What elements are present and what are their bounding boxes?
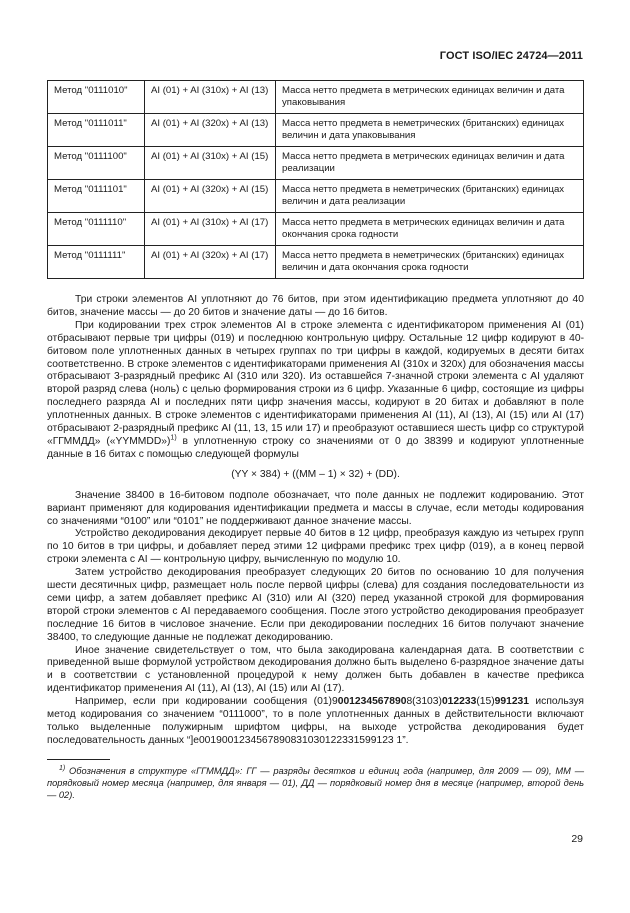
paragraph: Устройство декодирования декодирует первые 40 битов в 12 цифр, преобразуя каждую из четырех групп по 10 битов в три цифры, и добавляет перед этими 12 цифрами префикс трех цифр (019), а в конец первой строки элемента с AI — контрольную цифру, вычисленную по модулю 10. <box>47 528 584 566</box>
ai-cell: AI (01) + AI (310x) + AI (15) <box>145 147 276 180</box>
description-cell: Масса нетто предмета в метрических единицах величин и дата реализации <box>276 147 584 180</box>
ai-cell: AI (01) + AI (310x) + AI (13) <box>145 81 276 114</box>
description-cell: Масса нетто предмета в неметрических (британских) единицах величин и дата реализации <box>276 180 584 213</box>
description-cell: Масса нетто предмета в метрических единицах величин и дата окончания срока годности <box>276 213 584 246</box>
method-cell: Метод "0111101" <box>48 180 145 213</box>
method-cell: Метод "0111111" <box>48 246 145 279</box>
footnote-divider <box>47 759 110 760</box>
method-cell: Метод "0111110" <box>48 213 145 246</box>
page-number: 29 <box>571 833 583 845</box>
paragraph: Значение 38400 в 16-битовом подполе обозначает, что поле данных не подлежит кодированию. Этот вариант применяют для кодирования идентификации предмета и массы в случае, если методы кодирования со значениями “0100” или “0101” не поддерживают данное значение массы. <box>47 489 584 527</box>
footnote: $^{1)}$ Обозначения в структуре «ГГММДД»: ГГ — разряды десятков и единиц года (например, для 2009 — 09), ММ — порядковый номер месяца (например, для января — 01), ДД — порядковый номер дня в месяце (например, второй день — 02). <box>47 764 584 800</box>
formula: (YY × 384) + ((MM – 1) × 32) + (DD). <box>231 468 400 480</box>
paragraph: Например, если при кодировании сообщения (01)90012345678908(3103)012233(15)991231 используя метод кодирования со значением “0111000”, то в поле уплотненных данных в действительности включают только выделенные полужирным шрифтом цифры, на выходе устройства декодирования будет последовательность данных “]e0019001234567890831030122331599123 1”. <box>47 696 584 746</box>
table-row <box>48 180 584 213</box>
ai-cell: AI (01) + AI (310x) + AI (17) <box>145 213 276 246</box>
description-cell: Масса нетто предмета в неметрических (британских) единицах величин и дата упаковывания <box>276 114 584 147</box>
document-header: ГОСТ ISO/IEC 24724—2011 <box>439 50 583 62</box>
footnote-marker: 1) <box>59 764 66 772</box>
description-cell: Масса нетто предмета в метрических единицах величин и дата упаковывания <box>276 81 584 114</box>
paragraph: Иное значение свидетельствует о том, что была закодирована календарная дата. В соответствии с приведенной выше формулой устройством декодирования должно быть выделено 6-разрядное значение даты и в соответствии с установленной процедурой к нему должен быть добавлен в качестве префикса идентификатор применения AI (11), AI (13), AI (15) или AI (17). <box>47 644 584 695</box>
table-row <box>48 147 584 180</box>
table-row <box>48 213 584 246</box>
method-cell: Метод "0111100" <box>48 147 145 180</box>
table-row <box>48 81 584 114</box>
body-text <box>47 294 584 748</box>
description-cell: Масса нетто предмета в неметрических (британских) единицах величин и дата окончания срока годности <box>276 246 584 279</box>
ai-cell: AI (01) + AI (320x) + AI (15) <box>145 180 276 213</box>
method-cell: Метод "0111010" <box>48 81 145 114</box>
ai-cell: AI (01) + AI (320x) + AI (17) <box>145 246 276 279</box>
footnote-ref: 1) <box>170 434 177 442</box>
paragraph: При кодировании трех строк элементов AI в строке элемента с идентификатором применения AI (01) отбрасывают первые три цифры (019) и последнюю контрольную цифру. Остальные 12 цифр кодируют в 40-битовом поле уплотненных данных в четырех группах по три цифры в каждой, кодируемых в десяти битах соответственно. В строке элементов с идентификаторами применения AI (310x и 320x) для обозначения массы отбрасывают 3-разрядный префикс AI (310 или 320). Из оставшейся 7-значной строки элемента с AI удаляют второй разряд слева (ноль) с целью формирования строки из 6 цифр. Указанные 6 цифр, состоящие из цифры последнего разряда AI и последних пяти цифр значения массы, кодируют в 20 битах и добавляют в поле уплотненных данных. В строке элементов с идентификаторами применения AI (11), AI (13), AI (15) или AI (17) отбрасывают 2-разрядный префикс AI (11, 13, 15 или 17) и преобразуют оставшиеся шесть цифр со структурой «ГГММДД» («YYMMDD»)$^{1)}$ в уплотненную строку со значениями от 0 до 38399 и кодируют уплотненные данные в 16 битах с помощью следующей формулы <box>47 319 585 460</box>
coding-methods-table <box>47 80 584 279</box>
method-cell: Метод "0111011" <box>48 114 145 147</box>
paragraph: Затем устройство декодирования преобразует следующих 20 битов по основанию 10 для получения шести десятичных цифр, размещает ноль после первой цифры (слева) для создания последовательности из семи цифр, а затем добавляет префикс AI (310) или AI (320) перед указанной строкой для формирования второй строки элементов с AI передаваемого сообщения. После этого устройство декодирования преобразует последние 16 битов в числовое значение. Если при декодировании последних 16 битов получают значение 38400, то следующие данные не подлежат декодированию. <box>47 567 584 643</box>
table-row <box>48 114 584 147</box>
paragraph: Три строки элементов AI уплотняют до 76 битов, при этом идентификацию предмета уплотняют до 40 битов, значение массы — до 20 битов и значение даты — до 16 битов. <box>47 294 584 318</box>
ai-cell: AI (01) + AI (320x) + AI (13) <box>145 114 276 147</box>
table-row <box>48 246 584 279</box>
